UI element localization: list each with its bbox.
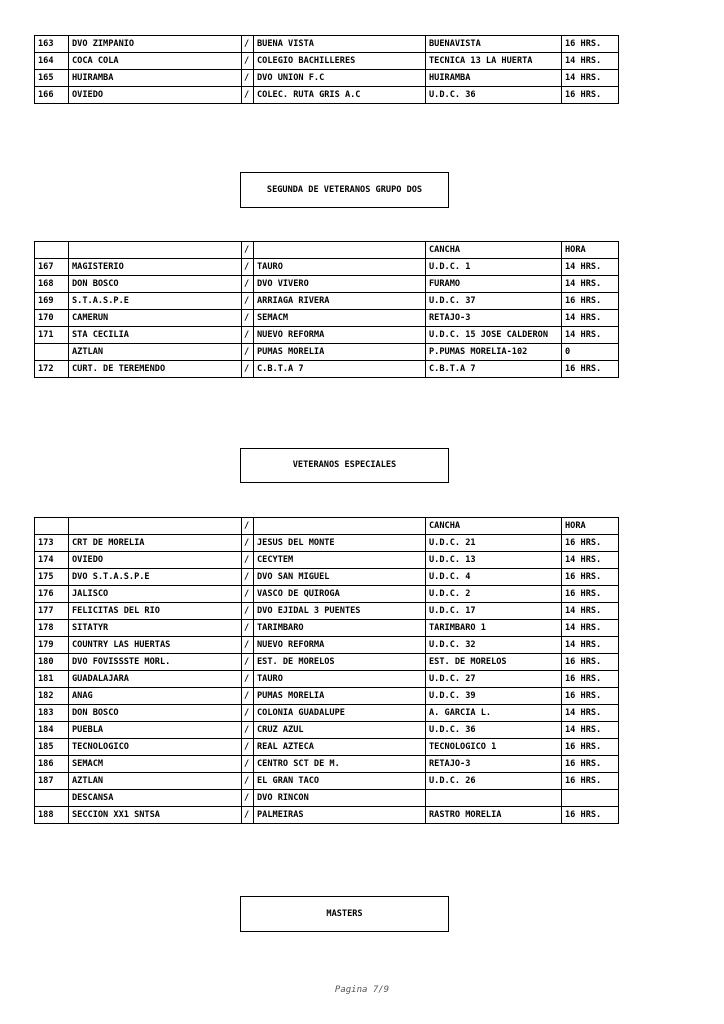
away-team: VASCO DE QUIROGA	[254, 586, 426, 603]
versus-separator: /	[242, 36, 254, 53]
away-team: COLEC. RUTA GRIS A.C	[254, 87, 426, 104]
match-number: 182	[35, 688, 69, 705]
versus-separator: /	[242, 586, 254, 603]
versus-separator: /	[242, 620, 254, 637]
home-team: DVO S.T.A.S.P.E	[69, 569, 242, 586]
field-name: U.D.C. 39	[426, 688, 562, 705]
versus-separator: /	[242, 807, 254, 824]
home-team: OVIEDO	[69, 87, 242, 104]
match-time: HORA	[562, 518, 619, 535]
versus-separator: /	[242, 773, 254, 790]
match-number: 176	[35, 586, 69, 603]
versus-separator: /	[242, 722, 254, 739]
table-row	[35, 756, 619, 773]
home-team: CRT DE MORELIA	[69, 535, 242, 552]
match-number: 173	[35, 535, 69, 552]
match-number: 166	[35, 87, 69, 104]
field-name: U.D.C. 37	[426, 293, 562, 310]
field-name: U.D.C. 32	[426, 637, 562, 654]
match-time: 14 HRS.	[562, 603, 619, 620]
field-name: HUIRAMBA	[426, 70, 562, 87]
field-name: U.D.C. 17	[426, 603, 562, 620]
home-team: AZTLAN	[69, 773, 242, 790]
versus-separator: /	[242, 70, 254, 87]
match-number: 179	[35, 637, 69, 654]
home-team: DON BOSCO	[69, 705, 242, 722]
match-time	[562, 790, 619, 807]
table-row	[35, 53, 619, 70]
field-name: CANCHA	[426, 242, 562, 259]
versus-separator: /	[242, 705, 254, 722]
away-team: CRUZ AZUL	[254, 722, 426, 739]
versus-separator: /	[242, 671, 254, 688]
match-time: 14 HRS.	[562, 722, 619, 739]
versus-separator: /	[242, 756, 254, 773]
match-time: 16 HRS.	[562, 535, 619, 552]
table-header-row	[35, 518, 619, 535]
match-number: 164	[35, 53, 69, 70]
versus-separator: /	[242, 790, 254, 807]
match-time: 16 HRS.	[562, 569, 619, 586]
table-row	[35, 722, 619, 739]
field-name: FURAMO	[426, 276, 562, 293]
schedule-table-segunda-veteranos	[34, 241, 619, 378]
match-number: 184	[35, 722, 69, 739]
match-time: 16 HRS.	[562, 739, 619, 756]
match-number: 171	[35, 327, 69, 344]
home-team: COCA COLA	[69, 53, 242, 70]
away-team: TAURO	[254, 671, 426, 688]
match-number: 170	[35, 310, 69, 327]
field-name: EST. DE MORELOS	[426, 654, 562, 671]
away-team: EST. DE MORELOS	[254, 654, 426, 671]
field-name: TECNOLOGICO 1	[426, 739, 562, 756]
match-number: 172	[35, 361, 69, 378]
match-time: 16 HRS.	[562, 361, 619, 378]
field-name: RETAJO-3	[426, 756, 562, 773]
away-team: REAL AZTECA	[254, 739, 426, 756]
match-time: 16 HRS.	[562, 36, 619, 53]
field-name: U.D.C. 15 JOSE CALDERON	[426, 327, 562, 344]
home-team: AZTLAN	[69, 344, 242, 361]
match-time: 16 HRS.	[562, 586, 619, 603]
versus-separator: /	[242, 344, 254, 361]
table-row	[35, 790, 619, 807]
table-row	[35, 603, 619, 620]
home-team: SECCION XX1 SNTSA	[69, 807, 242, 824]
away-team: DVO RINCON	[254, 790, 426, 807]
home-team	[69, 518, 242, 535]
away-team	[254, 518, 426, 535]
match-time: 14 HRS.	[562, 552, 619, 569]
home-team: ANAG	[69, 688, 242, 705]
versus-separator: /	[242, 310, 254, 327]
table-row	[35, 688, 619, 705]
table-row	[35, 654, 619, 671]
match-time: 16 HRS.	[562, 87, 619, 104]
match-number: 177	[35, 603, 69, 620]
versus-separator: /	[242, 535, 254, 552]
home-team: STA CECILIA	[69, 327, 242, 344]
table-row	[35, 327, 619, 344]
away-team: NUEVO REFORMA	[254, 327, 426, 344]
match-number: 187	[35, 773, 69, 790]
versus-separator: /	[242, 518, 254, 535]
table-row	[35, 276, 619, 293]
home-team: OVIEDO	[69, 552, 242, 569]
match-time: 0	[562, 344, 619, 361]
field-name: TARIMBARO 1	[426, 620, 562, 637]
home-team	[69, 242, 242, 259]
field-name	[426, 790, 562, 807]
match-time: 16 HRS.	[562, 807, 619, 824]
away-team: EL GRAN TACO	[254, 773, 426, 790]
versus-separator: /	[242, 603, 254, 620]
home-team: S.T.A.S.P.E	[69, 293, 242, 310]
field-name: RETAJO-3	[426, 310, 562, 327]
schedule-table-veteranos-especiales	[34, 517, 619, 824]
match-time: 14 HRS.	[562, 705, 619, 722]
match-number	[35, 518, 69, 535]
field-name: CANCHA	[426, 518, 562, 535]
match-time: 16 HRS.	[562, 773, 619, 790]
match-time: 14 HRS.	[562, 327, 619, 344]
away-team: DVO VIVERO	[254, 276, 426, 293]
away-team: TARIMBARO	[254, 620, 426, 637]
table-row	[35, 293, 619, 310]
field-name: BUENAVISTA	[426, 36, 562, 53]
home-team: DVO ZIMPANIO	[69, 36, 242, 53]
versus-separator: /	[242, 361, 254, 378]
match-time: 16 HRS.	[562, 293, 619, 310]
match-number: 174	[35, 552, 69, 569]
versus-separator: /	[242, 688, 254, 705]
field-name: U.D.C. 36	[426, 87, 562, 104]
field-name: RASTRO MORELIA	[426, 807, 562, 824]
home-team: CAMERUN	[69, 310, 242, 327]
home-team: DON BOSCO	[69, 276, 242, 293]
match-time: 16 HRS.	[562, 688, 619, 705]
match-number: 188	[35, 807, 69, 824]
away-team: CECYTEM	[254, 552, 426, 569]
away-team: DVO UNION F.C	[254, 70, 426, 87]
section-title-masters: MASTERS	[240, 896, 449, 932]
table-row	[35, 70, 619, 87]
versus-separator: /	[242, 259, 254, 276]
table-row	[35, 535, 619, 552]
field-name: U.D.C. 4	[426, 569, 562, 586]
table-row	[35, 552, 619, 569]
match-time: HORA	[562, 242, 619, 259]
table-row	[35, 310, 619, 327]
field-name: U.D.C. 1	[426, 259, 562, 276]
home-team: DVO FOVISSSTE MORL.	[69, 654, 242, 671]
table-row	[35, 569, 619, 586]
away-team: ARRIAGA RIVERA	[254, 293, 426, 310]
field-name: U.D.C. 13	[426, 552, 562, 569]
home-team: DESCANSA	[69, 790, 242, 807]
away-team: C.B.T.A 7	[254, 361, 426, 378]
versus-separator: /	[242, 87, 254, 104]
match-number: 165	[35, 70, 69, 87]
away-team	[254, 242, 426, 259]
home-team: PUEBLA	[69, 722, 242, 739]
table-row	[35, 739, 619, 756]
away-team: DVO SAN MIGUEL	[254, 569, 426, 586]
away-team: CENTRO SCT DE M.	[254, 756, 426, 773]
away-team: COLEGIO BACHILLERES	[254, 53, 426, 70]
home-team: COUNTRY LAS HUERTAS	[69, 637, 242, 654]
table-row	[35, 705, 619, 722]
away-team: PUMAS MORELIA	[254, 688, 426, 705]
match-time: 16 HRS.	[562, 654, 619, 671]
field-name: TECNICA 13 LA HUERTA	[426, 53, 562, 70]
home-team: GUADALAJARA	[69, 671, 242, 688]
table-row	[35, 773, 619, 790]
away-team: NUEVO REFORMA	[254, 637, 426, 654]
match-number: 168	[35, 276, 69, 293]
home-team: SITATYR	[69, 620, 242, 637]
field-name: U.D.C. 27	[426, 671, 562, 688]
away-team: TAURO	[254, 259, 426, 276]
table-row	[35, 637, 619, 654]
table-row	[35, 87, 619, 104]
table-row	[35, 586, 619, 603]
versus-separator: /	[242, 569, 254, 586]
match-time: 14 HRS.	[562, 259, 619, 276]
match-number: 183	[35, 705, 69, 722]
home-team: TECNOLOGICO	[69, 739, 242, 756]
field-name: U.D.C. 21	[426, 535, 562, 552]
versus-separator: /	[242, 276, 254, 293]
home-team: MAGISTERIO	[69, 259, 242, 276]
table-row	[35, 620, 619, 637]
home-team: FELICITAS DEL RIO	[69, 603, 242, 620]
match-number: 186	[35, 756, 69, 773]
match-number: 181	[35, 671, 69, 688]
versus-separator: /	[242, 739, 254, 756]
match-number: 163	[35, 36, 69, 53]
match-time: 14 HRS.	[562, 310, 619, 327]
away-team: PUMAS MORELIA	[254, 344, 426, 361]
match-number	[35, 242, 69, 259]
field-name: U.D.C. 26	[426, 773, 562, 790]
match-number: 167	[35, 259, 69, 276]
field-name: P.PUMAS MORELIA-102	[426, 344, 562, 361]
match-number	[35, 790, 69, 807]
match-time: 16 HRS.	[562, 671, 619, 688]
home-team: JALISCO	[69, 586, 242, 603]
match-time: 14 HRS.	[562, 620, 619, 637]
away-team: PALMEIRAS	[254, 807, 426, 824]
field-name: U.D.C. 36	[426, 722, 562, 739]
table-row	[35, 807, 619, 824]
versus-separator: /	[242, 293, 254, 310]
versus-separator: /	[242, 552, 254, 569]
match-number	[35, 344, 69, 361]
table-row	[35, 671, 619, 688]
match-number: 185	[35, 739, 69, 756]
table-row	[35, 259, 619, 276]
match-time: 14 HRS.	[562, 276, 619, 293]
away-team: BUENA VISTA	[254, 36, 426, 53]
versus-separator: /	[242, 327, 254, 344]
table-row	[35, 36, 619, 53]
home-team: HUIRAMBA	[69, 70, 242, 87]
away-team: SEMACM	[254, 310, 426, 327]
versus-separator: /	[242, 654, 254, 671]
schedule-table-continued	[34, 35, 619, 104]
table-row	[35, 344, 619, 361]
match-number: 178	[35, 620, 69, 637]
match-time: 14 HRS.	[562, 637, 619, 654]
page-number: Pagina 7/9	[334, 985, 390, 995]
away-team: COLONIA GUADALUPE	[254, 705, 426, 722]
versus-separator: /	[242, 242, 254, 259]
match-number: 180	[35, 654, 69, 671]
versus-separator: /	[242, 637, 254, 654]
field-name: C.B.T.A 7	[426, 361, 562, 378]
match-time: 16 HRS.	[562, 756, 619, 773]
away-team: JESUS DEL MONTE	[254, 535, 426, 552]
match-number: 169	[35, 293, 69, 310]
away-team: DVO EJIDAL 3 PUENTES	[254, 603, 426, 620]
match-time: 14 HRS.	[562, 53, 619, 70]
table-header-row	[35, 242, 619, 259]
section-title-veteranos-especiales: VETERANOS ESPECIALES	[240, 448, 449, 483]
match-number: 175	[35, 569, 69, 586]
match-time: 14 HRS.	[562, 70, 619, 87]
section-title-segunda-veteranos: SEGUNDA DE VETERANOS GRUPO DOS	[240, 172, 449, 208]
versus-separator: /	[242, 53, 254, 70]
home-team: CURT. DE TEREMENDO	[69, 361, 242, 378]
home-team: SEMACM	[69, 756, 242, 773]
table-row	[35, 361, 619, 378]
field-name: U.D.C. 2	[426, 586, 562, 603]
field-name: A. GARCIA L.	[426, 705, 562, 722]
